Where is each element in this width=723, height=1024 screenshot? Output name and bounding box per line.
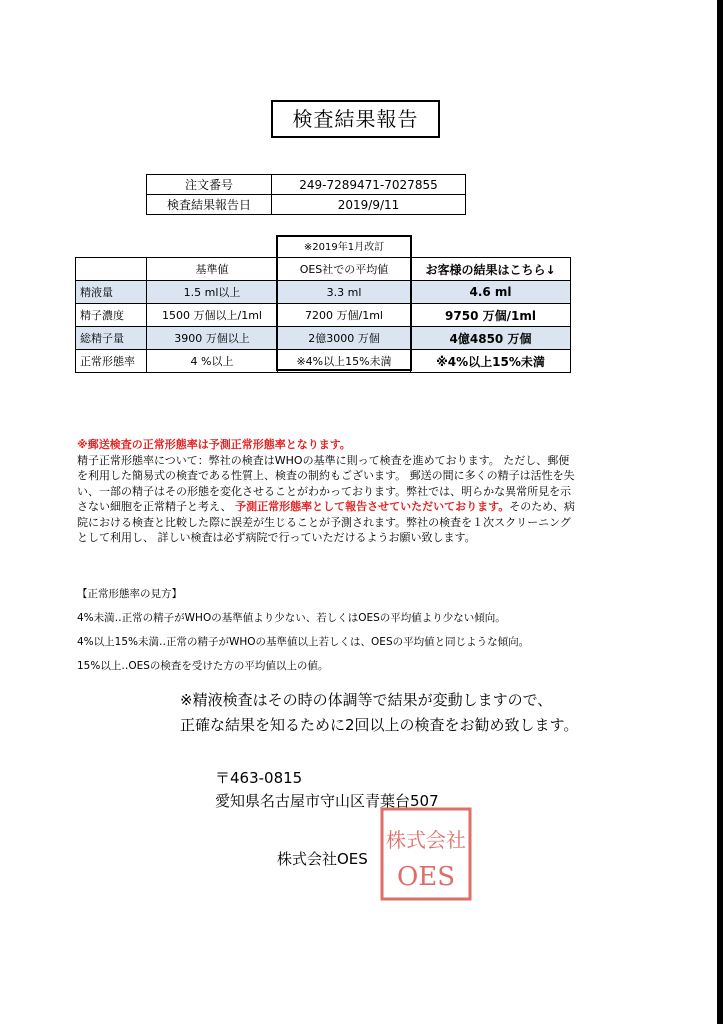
advice-section	[180, 688, 620, 738]
table-row	[76, 327, 571, 350]
table-row	[76, 304, 571, 327]
row-label: 正常形態率	[76, 350, 147, 373]
average-value: ※4%以上15%未満	[278, 350, 411, 373]
advice-line-1: ※精液検査はその時の体調等で結果が変動しますので、	[180, 691, 553, 709]
header-average: OES社での平均値	[278, 258, 411, 281]
row-label: 精液量	[76, 281, 147, 304]
notice-section	[77, 437, 577, 546]
revision-note: ※2019年1月改訂	[276, 235, 412, 259]
howto-heading: 【正常形態率の見方】	[77, 588, 182, 600]
notice-body-text-2: そのため、病院における検査と比較した際に誤差が生じることが予測されます。弊社の検査を１次スクリーニングとして利用し、 詳しい検査は必ず病院で行っていただけるようお願い致します。	[77, 500, 575, 544]
notice-emphasis: 予測正常形態率として報告させていただいております。	[235, 500, 510, 513]
notice-body-text-1: 精子正常形態率について：弊社の検査はWHOの基準に則って検査を進めております。 ただし、郵便を利用した簡易式の検査である性質上、検査の制約もございます。 郵送の間に多くの精子は活性を失い、一部の精子はその形態を変化させることがわかっております。弊社では、明らかな異常所見を示さない細胞を正常精子と考え、	[77, 453, 575, 513]
table-row	[76, 281, 571, 304]
report-date-label: 検査結果報告日	[147, 195, 272, 215]
company-name: 株式会社OES	[277, 850, 368, 868]
postal-code: 〒463-0815	[215, 769, 303, 787]
customer-value: 9750 万個/1ml	[411, 304, 571, 327]
table-row	[76, 350, 571, 373]
header-customer: お客様の結果はこちら↓	[411, 258, 571, 281]
average-value: 7200 万個/1ml	[278, 304, 411, 327]
order-number-value: 249-7289471-7027855	[272, 175, 466, 195]
howto-section	[77, 586, 597, 682]
order-info-table	[146, 174, 466, 215]
howto-line: 4%未満‥正常の精子がWHOの基準値より少ない、若しくはOESの平均値より少ない傾向。	[77, 612, 506, 624]
row-label: 総精子量	[76, 327, 147, 350]
page-title: 検査結果報告	[271, 100, 440, 138]
report-date-value: 2019/9/11	[272, 195, 466, 215]
standard-value: 4 %以上	[147, 350, 278, 373]
header-blank	[76, 258, 147, 281]
customer-value: 4.6 ml	[411, 281, 571, 304]
customer-value: 4億4850 万個	[411, 327, 571, 350]
standard-value: 1500 万個以上/1ml	[147, 304, 278, 327]
notice-body	[77, 453, 577, 546]
advice-line-2: 正確な結果を知るために2回以上の検査をお勧め致します。	[180, 716, 579, 734]
standard-value: 1.5 ml以上	[147, 281, 278, 304]
street-address: 愛知県名古屋市守山区青葉台507	[215, 792, 439, 810]
howto-line: 15%以上‥OESの検査を受けた方の平均値以上の値。	[77, 660, 329, 672]
average-value: 3.3 ml	[278, 281, 411, 304]
row-label: 精子濃度	[76, 304, 147, 327]
results-table	[75, 257, 571, 373]
order-number-label: 注文番号	[147, 175, 272, 195]
company-seal-stamp	[378, 805, 476, 905]
seal-text-top: 株式会社	[386, 828, 466, 852]
standard-value: 3900 万個以上	[147, 327, 278, 350]
header-standard: 基準値	[147, 258, 278, 281]
seal-text-bottom: OES	[396, 862, 456, 892]
howto-line: 4%以上15%未満‥正常の精子がWHOの基準値以上若しくは、OESの平均値と同じような傾向。	[77, 636, 530, 648]
average-value: 2億3000 万個	[278, 327, 411, 350]
customer-value: ※4%以上15%未満	[411, 350, 571, 373]
notice-heading: ※郵送検査の正常形態率は予測正常形態率となります。	[77, 438, 351, 451]
